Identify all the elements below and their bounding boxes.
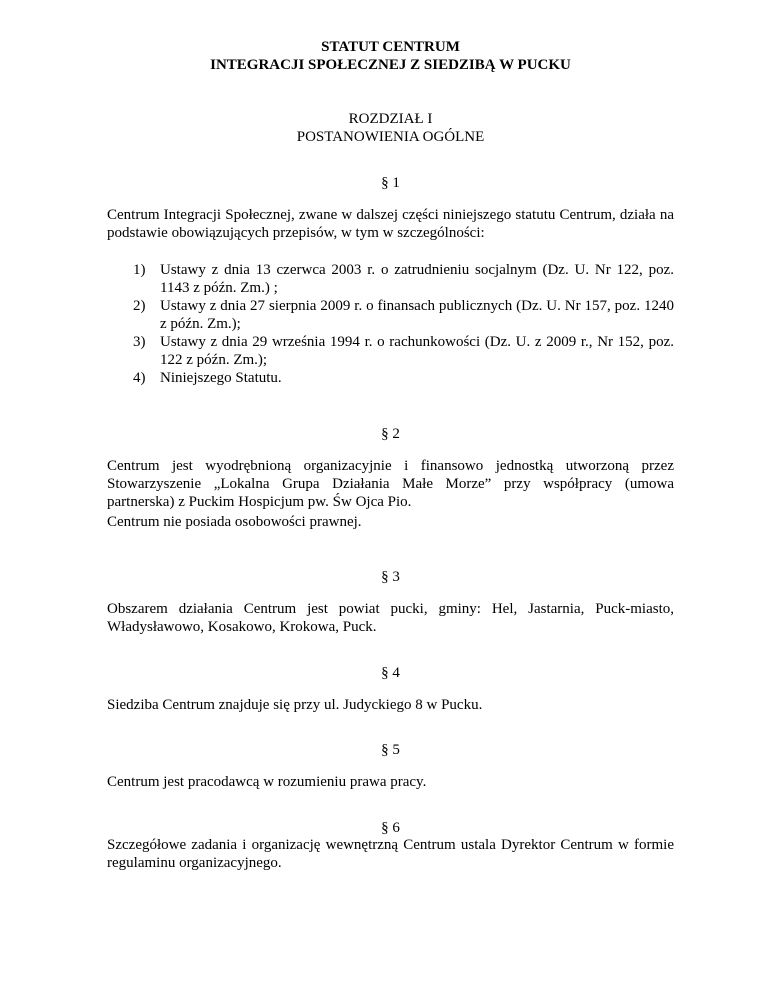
section-2-heading: § 2 <box>381 426 400 442</box>
section-5-heading: § 5 <box>381 742 400 758</box>
list-item-number: 4) <box>133 370 146 386</box>
list-item-text: Ustawy z dnia 27 sierpnia 2009 r. o finansach publicznych (Dz. U. Nr 157, poz. 1240 z późn. Zm.); <box>160 298 674 332</box>
list-item-text: Ustawy z dnia 29 września 1994 r. o rachunkowości (Dz. U. z 2009 r., Nr 152, poz. 122 z późn. Zm.); <box>160 334 674 368</box>
chapter-number: ROZDZIAŁ I <box>348 111 433 127</box>
list-item-number: 3) <box>133 334 146 350</box>
chapter-heading <box>107 110 674 146</box>
list-item-number: 2) <box>133 298 146 314</box>
list-item-text: Niniejszego Statutu. <box>160 370 282 386</box>
section-5-text: Centrum jest pracodawcą w rozumieniu prawa pracy. <box>107 774 427 790</box>
legal-basis-list <box>133 261 674 387</box>
document-title <box>107 38 674 74</box>
section-6-text: Szczegółowe zadania i organizację wewnętrzną Centrum ustala Dyrektor Centrum w formie regulaminu organizacyjnego. <box>107 837 674 871</box>
title-line-2: INTEGRACJI SPOŁECZNEJ Z SIEDZIBĄ W PUCKU <box>210 57 571 73</box>
list-item-text: Ustawy z dnia 13 czerwca 2003 r. o zatrudnieniu socjalnym (Dz. U. Nr 122, poz. 1143 z późn. Zm.) ; <box>160 262 674 296</box>
section-6-heading: § 6 <box>381 820 400 836</box>
list-item <box>133 333 674 369</box>
chapter-title: POSTANOWIENIA OGÓLNE <box>296 129 485 145</box>
section-2-text-2: Centrum nie posiada osobowości prawnej. <box>107 514 362 530</box>
section-2-text: Centrum jest wyodrębnioną organizacyjnie i finansowo jednostką utworzoną przez Stowarzyszenie „Lokalna Grupa Działania Małe Morze” przy współpracy (umowa partnerska) z Puckim Hospicjum pw. Św Ojca Pio. <box>107 458 674 510</box>
list-item <box>133 369 674 387</box>
section-1-text: Centrum Integracji Społecznej, zwane w dalszej części niniejszego statutu Centrum, działa na podstawie obowiązujących przepisów, w tym w szczególności: <box>107 207 674 241</box>
section-3-text: Obszarem działania Centrum jest powiat pucki, gminy: Hel, Jastarnia, Puck-miasto, Władysławowo, Kosakowo, Krokowa, Puck. <box>107 601 674 635</box>
section-4-heading: § 4 <box>381 665 400 681</box>
list-item <box>133 297 674 333</box>
list-item-number: 1) <box>133 262 146 278</box>
section-4-text: Siedziba Centrum znajduje się przy ul. Judyckiego 8 w Pucku. <box>107 697 483 713</box>
section-3-heading: § 3 <box>381 569 400 585</box>
section-1-heading: § 1 <box>381 175 400 191</box>
title-line-1: STATUT CENTRUM <box>321 39 460 55</box>
list-item <box>133 261 674 297</box>
